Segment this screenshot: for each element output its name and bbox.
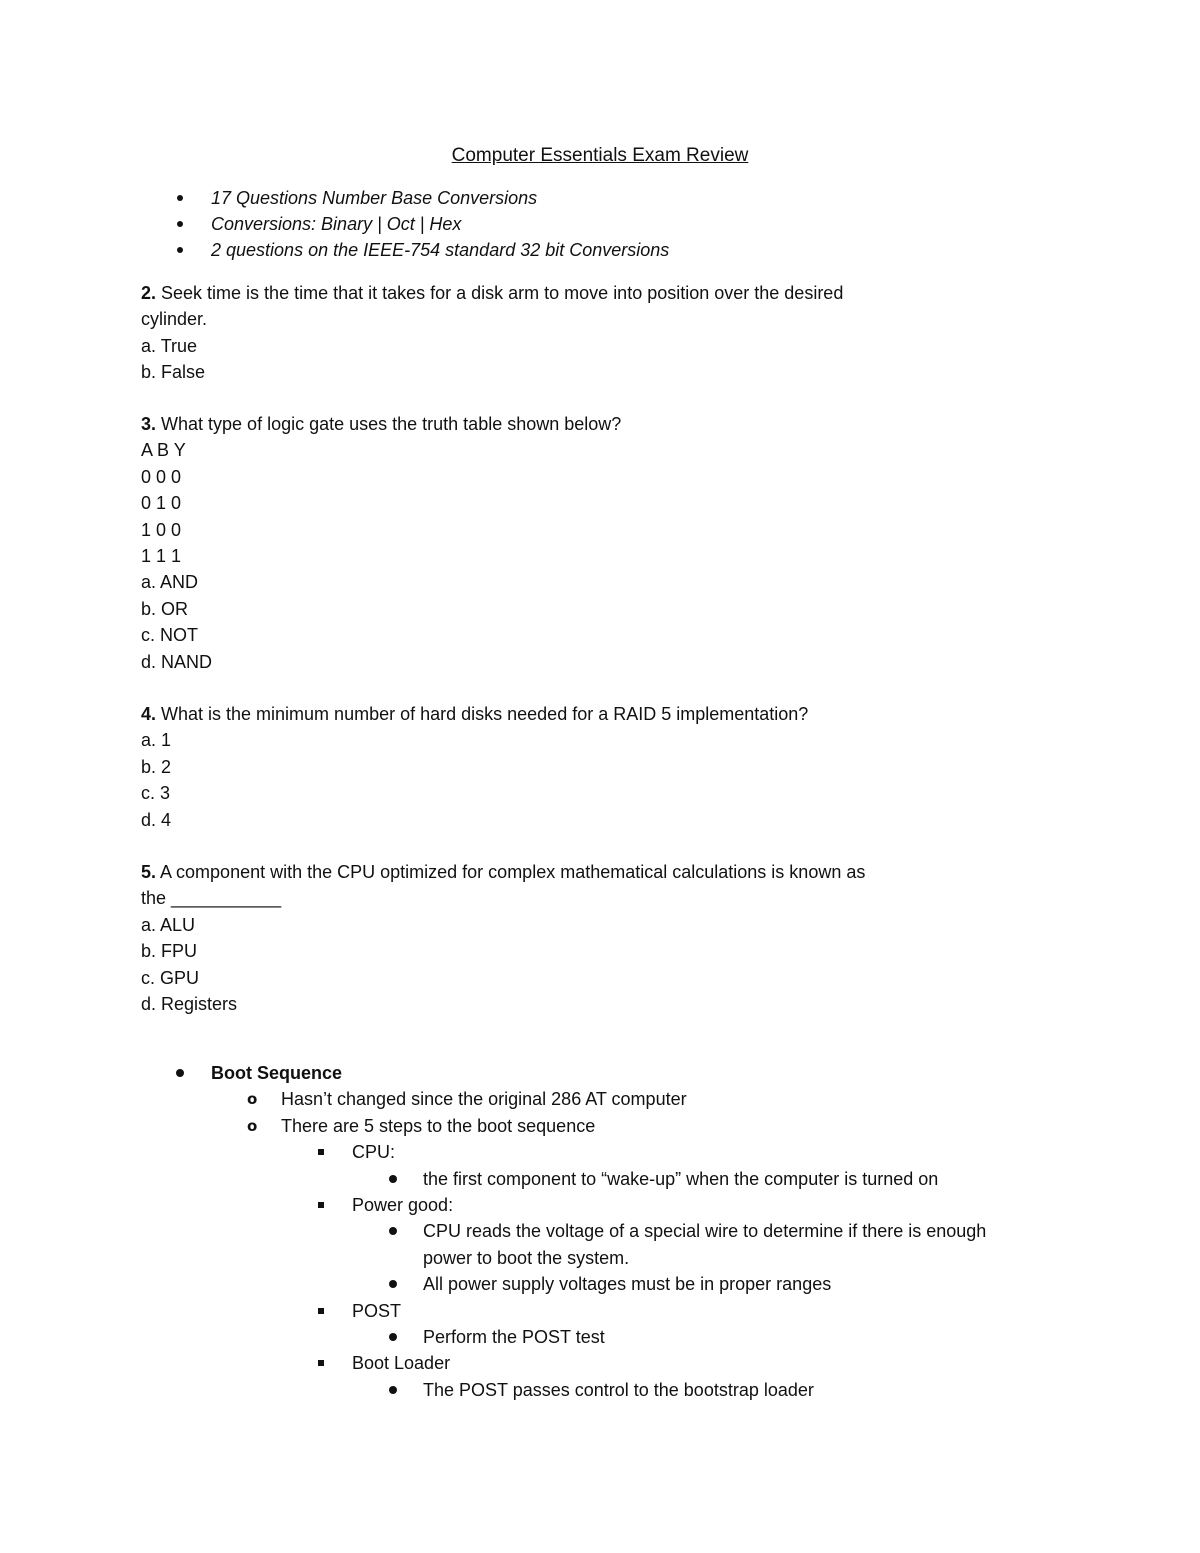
- question-text: [141, 280, 961, 306]
- outline-level3-item: [0, 1139, 1200, 1165]
- bullet-dot-icon: [177, 221, 183, 227]
- outline-level4-item: [0, 1324, 1200, 1350]
- boot-step-label: Power good:: [352, 1194, 454, 1215]
- outline-text: All power supply voltages must be in proper ranges: [423, 1274, 832, 1295]
- answer-option: c. 3: [141, 783, 171, 804]
- question-5: [141, 859, 961, 1017]
- outline-level2-item: [0, 1086, 1200, 1112]
- circle-bullet-icon: o: [247, 1116, 258, 1135]
- answer-option: d. NAND: [141, 651, 213, 672]
- outline-level4-item: [0, 1166, 1200, 1192]
- outline-level3-item: [0, 1350, 1200, 1376]
- square-bullet-icon: [318, 1360, 324, 1366]
- answer-option: a. AND: [141, 572, 199, 593]
- boot-step-label: CPU:: [352, 1142, 396, 1163]
- section-heading: Boot Sequence: [211, 1063, 343, 1083]
- question-text-line: Seek time is the time that it takes for a disk arm to move into position over the desired: [156, 283, 844, 303]
- outline-level1-item: [0, 1060, 1200, 1086]
- truth-table-row: A B Y: [141, 440, 186, 461]
- intro-bullet-text: 2 questions on the IEEE-754 standard 32 bit Conversions: [211, 240, 670, 260]
- answer-option: d. Registers: [141, 993, 238, 1014]
- answer-option: b. FPU: [141, 941, 198, 962]
- truth-table-row: 1 0 0: [141, 519, 182, 540]
- answer-option: b. 2: [141, 756, 172, 777]
- intro-bullet-text: 17 Questions Number Base Conversions: [211, 188, 538, 208]
- outline-level4-item: [0, 1271, 1200, 1297]
- question-4: [141, 701, 961, 833]
- page-title: Computer Essentials Exam Review: [451, 145, 749, 166]
- truth-table-row: 0 0 0: [141, 466, 182, 487]
- outline-level4-item: [0, 1377, 1200, 1403]
- question-text-line: the ___________: [141, 888, 282, 909]
- answer-option: a. True: [141, 335, 198, 356]
- answer-option: c. GPU: [141, 967, 200, 988]
- outline-text: Hasn’t changed since the original 286 AT computer: [281, 1089, 687, 1110]
- bullet-dot-icon: [389, 1280, 397, 1288]
- question-text-line: cylinder.: [141, 309, 208, 330]
- outline-text: power to boot the system.: [423, 1247, 630, 1268]
- answer-option: b. OR: [141, 598, 189, 619]
- square-bullet-icon: [318, 1308, 324, 1314]
- question-text: [141, 411, 961, 437]
- answer-option: a. 1: [141, 730, 172, 751]
- answer-option: c. NOT: [141, 625, 198, 646]
- bullet-dot-icon: [176, 1069, 184, 1077]
- boot-sequence-outline: [0, 1060, 1200, 1403]
- question-number: 4.: [141, 704, 157, 724]
- question-number: 5.: [141, 862, 157, 882]
- answer-option: a. ALU: [141, 914, 196, 935]
- outline-text: the first component to “wake-up” when the computer is turned on: [423, 1168, 939, 1189]
- square-bullet-icon: [318, 1202, 324, 1208]
- bullet-dot-icon: [177, 247, 183, 253]
- outline-level3-item: [0, 1298, 1200, 1324]
- square-bullet-icon: [318, 1149, 324, 1155]
- question-text: [141, 859, 961, 885]
- question-number: 2.: [141, 283, 157, 303]
- question-text: [141, 701, 961, 727]
- outline-continuation-line: [0, 1245, 1200, 1271]
- answer-option: d. 4: [141, 809, 172, 830]
- circle-bullet-icon: o: [247, 1090, 258, 1109]
- question-text-line: A component with the CPU optimized for complex mathematical calculations is known as: [156, 862, 866, 882]
- bullet-dot-icon: [389, 1333, 397, 1341]
- truth-table-row: 1 1 1: [141, 545, 182, 566]
- outline-text: There are 5 steps to the boot sequence: [281, 1115, 596, 1136]
- boot-step-label: POST: [352, 1300, 402, 1321]
- question-3: [141, 411, 961, 675]
- bullet-dot-icon: [389, 1175, 397, 1183]
- outline-text: The POST passes control to the bootstrap loader: [423, 1379, 814, 1400]
- question-2: [141, 280, 961, 386]
- outline-level3-item: [0, 1192, 1200, 1218]
- outline-text: Perform the POST test: [423, 1326, 605, 1347]
- bullet-dot-icon: [389, 1386, 397, 1394]
- boot-step-label: Boot Loader: [352, 1353, 451, 1374]
- bullet-dot-icon: [389, 1227, 397, 1235]
- outline-text: CPU reads the voltage of a special wire to determine if there is enough: [423, 1221, 987, 1242]
- truth-table-row: 0 1 0: [141, 493, 182, 514]
- bullet-dot-icon: [177, 195, 183, 201]
- outline-level4-item: [0, 1218, 1200, 1244]
- intro-bullet-text: Conversions: Binary | Oct | Hex: [211, 214, 462, 234]
- question-number: 3.: [141, 414, 157, 434]
- question-text-line: What type of logic gate uses the truth table shown below?: [156, 414, 622, 434]
- outline-level2-item: [0, 1113, 1200, 1139]
- answer-option: b. False: [141, 362, 206, 383]
- question-text-line: What is the minimum number of hard disks needed for a RAID 5 implementation?: [156, 704, 809, 724]
